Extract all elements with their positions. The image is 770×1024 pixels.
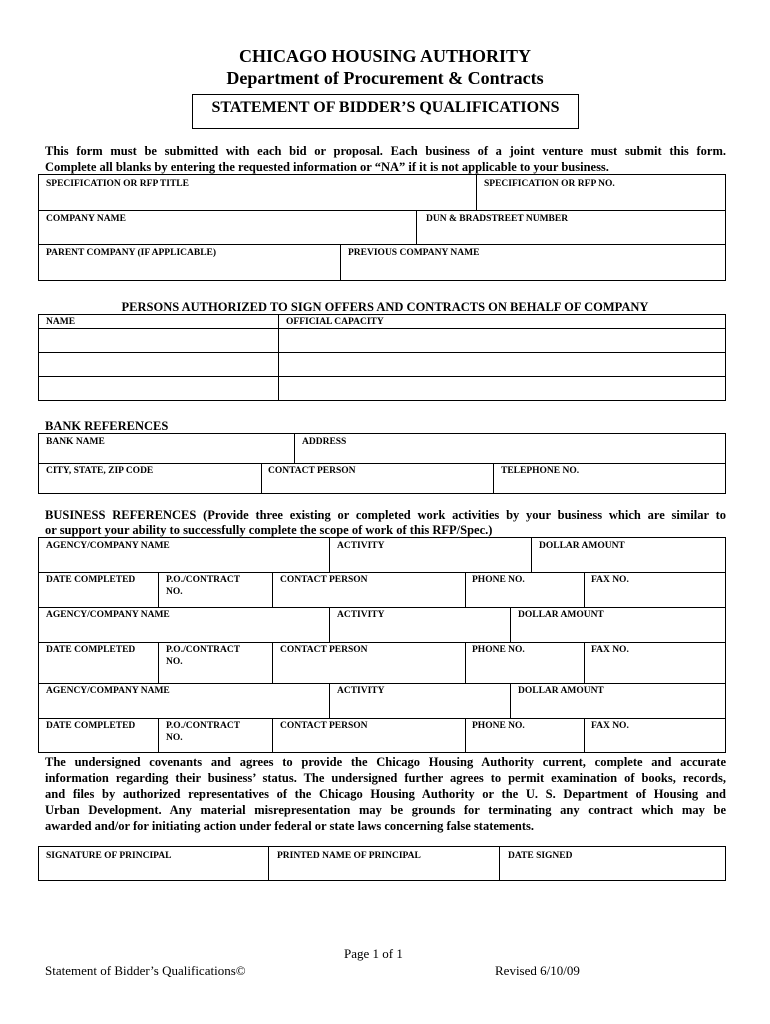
ref3-date-field[interactable]: DATE COMPLETED <box>46 721 136 731</box>
ref2-po-field[interactable]: P.O./CONTRACT NO. <box>166 645 241 667</box>
instructions-line-1: This form must be submitted with each bid or proposal. Each business of a joint venture must submit this form. <box>45 144 726 158</box>
covenant-line-2: information regarding their business’ status. The undersigned further agrees to permit examination of books, records, <box>45 771 726 785</box>
previous-company-name-field[interactable]: PREVIOUS COMPANY NAME <box>348 248 480 258</box>
ref2-activity-field[interactable]: ACTIVITY <box>337 610 385 620</box>
ref2-dollar-field[interactable]: DOLLAR AMOUNT <box>518 610 604 620</box>
date-signed-field[interactable]: DATE SIGNED <box>508 851 573 861</box>
ref1-phone-field[interactable]: PHONE NO. <box>472 575 525 585</box>
ref2-fax-field[interactable]: FAX NO. <box>591 645 629 655</box>
ref1-po-field[interactable]: P.O./CONTRACT NO. <box>166 575 241 597</box>
printed-name-field[interactable]: PRINTED NAME OF PRINCIPAL <box>277 851 421 861</box>
bank-contact-field[interactable]: CONTACT PERSON <box>268 466 356 476</box>
page-number: Page 1 of 1 <box>344 946 403 961</box>
signature-field[interactable]: SIGNATURE OF PRINCIPAL <box>46 851 172 861</box>
persons-name-header: NAME <box>46 317 76 327</box>
ref1-contact-field[interactable]: CONTACT PERSON <box>280 575 368 585</box>
company-info-table <box>38 174 726 281</box>
company-name-field[interactable]: COMPANY NAME <box>46 214 126 224</box>
ref2-date-field[interactable]: DATE COMPLETED <box>46 645 136 655</box>
ref3-phone-field[interactable]: PHONE NO. <box>472 721 525 731</box>
covenant-line-1: The undersigned covenants and agrees to provide the Chicago Housing Authority current, complete and accurate <box>45 755 726 769</box>
ref3-contact-field[interactable]: CONTACT PERSON <box>280 721 368 731</box>
ref3-fax-field[interactable]: FAX NO. <box>591 721 629 731</box>
ref2-phone-field[interactable]: PHONE NO. <box>472 645 525 655</box>
spec-title-field[interactable]: SPECIFICATION OR RFP TITLE <box>46 179 189 189</box>
bank-city-field[interactable]: CITY, STATE, ZIP CODE <box>46 466 154 476</box>
duns-field[interactable]: DUN & BRADSTREET NUMBER <box>426 214 569 224</box>
footer-doc-name: Statement of Bidder’s Qualifications© <box>45 963 246 978</box>
ref1-date-field[interactable]: DATE COMPLETED <box>46 575 136 585</box>
department-title: Department of Procurement & Contracts <box>226 68 544 88</box>
form-title: STATEMENT OF BIDDER’S QUALIFICATIONS <box>192 94 579 129</box>
org-title: CHICAGO HOUSING AUTHORITY <box>238 46 532 66</box>
bank-name-field[interactable]: BANK NAME <box>46 437 105 447</box>
spec-no-field[interactable]: SPECIFICATION OR RFP NO. <box>484 179 615 189</box>
persons-table <box>38 314 726 401</box>
ref3-po-field[interactable]: P.O./CONTRACT NO. <box>166 721 241 743</box>
signature-table <box>38 846 726 881</box>
ref3-agency-field[interactable]: AGENCY/COMPANY NAME <box>46 686 170 696</box>
bank-table <box>38 433 726 494</box>
footer-revised: Revised 6/10/09 <box>495 963 580 978</box>
persons-capacity-header: OFFICIAL CAPACITY <box>286 317 384 327</box>
covenant-line-5: awarded and/or for initiating action under federal or state laws concerning false statements. <box>45 819 534 833</box>
business-heading-line-2: or support your ability to successfully complete the scope of work of this RFP/Spec.) <box>45 523 493 537</box>
business-heading-line-1: BUSINESS REFERENCES (Provide three existing or completed work activities by your business which are similar to <box>45 508 726 522</box>
bank-telephone-field[interactable]: TELEPHONE NO. <box>501 466 580 476</box>
ref2-contact-field[interactable]: CONTACT PERSON <box>280 645 368 655</box>
instructions-line-2: Complete all blanks by entering the requested information or “NA” if it is not applicable to your business. <box>45 160 609 174</box>
ref1-agency-field[interactable]: AGENCY/COMPANY NAME <box>46 541 170 551</box>
business-references-table <box>38 537 726 753</box>
ref3-dollar-field[interactable]: DOLLAR AMOUNT <box>518 686 604 696</box>
persons-heading: PERSONS AUTHORIZED TO SIGN OFFERS AND CONTRACTS ON BEHALF OF COMPANY <box>121 300 649 314</box>
ref1-fax-field[interactable]: FAX NO. <box>591 575 629 585</box>
ref1-dollar-field[interactable]: DOLLAR AMOUNT <box>539 541 625 551</box>
ref1-activity-field[interactable]: ACTIVITY <box>337 541 385 551</box>
bank-heading: BANK REFERENCES <box>45 419 169 433</box>
bank-address-field[interactable]: ADDRESS <box>302 437 347 447</box>
parent-company-field[interactable]: PARENT COMPANY (IF APPLICABLE) <box>46 248 217 258</box>
ref3-activity-field[interactable]: ACTIVITY <box>337 686 385 696</box>
ref2-agency-field[interactable]: AGENCY/COMPANY NAME <box>46 610 170 620</box>
covenant-line-4: Urban Development. Any material misrepresentation may be grounds for terminating any contract which may be <box>45 803 726 817</box>
covenant-line-3: and files by authorized representatives of the Chicago Housing Authority or the U. S. Department of Housing and <box>45 787 726 801</box>
